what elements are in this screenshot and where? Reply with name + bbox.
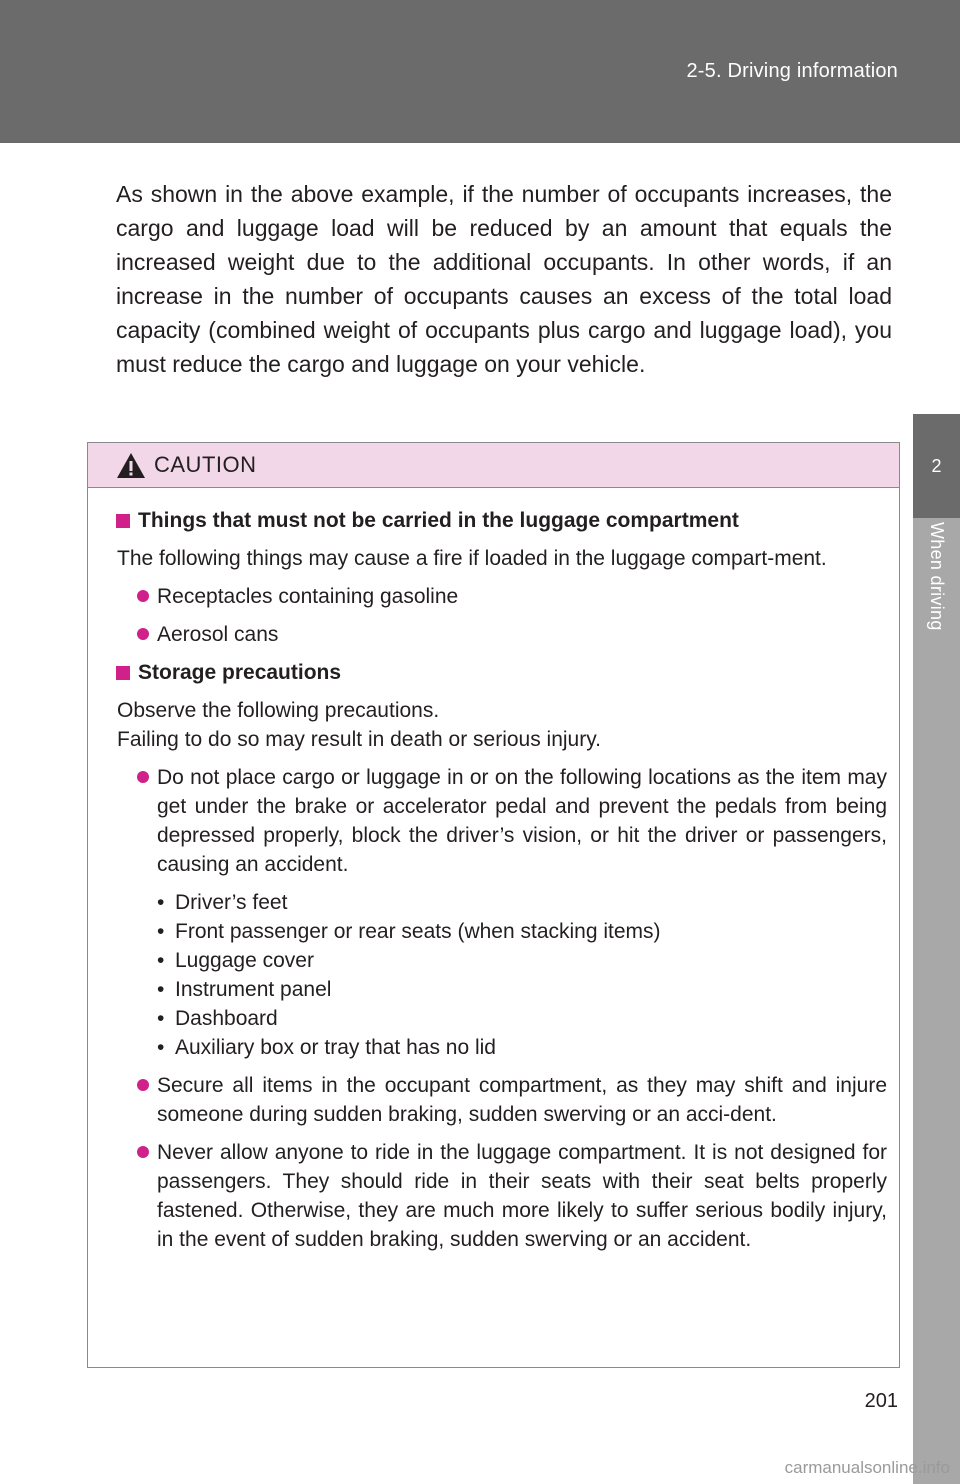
list-item — [116, 620, 887, 649]
location-item: • Dashboard — [157, 1004, 887, 1033]
location-item: • Driver’s feet — [157, 888, 887, 917]
list-item-text: Never allow anyone to ride in the luggage compartment. It is not designed for passengers. They should ride in their seats with their seat belts properly fastened. Otherwise, they are much more likely to suffer serious bodily injury, in the event of sudden braking, sudden swerving or an accident. — [157, 1141, 887, 1251]
round-bullet-icon — [137, 1146, 149, 1158]
list-item — [116, 763, 887, 879]
subheading-text: Things that must not be carried in the luggage compartment — [138, 509, 739, 532]
list-item-text: Secure all items in the occupant compartment, as they may shift and injure someone during sudden braking, sudden swerving or an acci-dent. — [157, 1074, 887, 1126]
caution-body — [88, 488, 899, 1254]
subheading-text: Storage precautions — [138, 661, 342, 684]
precautions-line-1: Observe the following precautions. — [117, 699, 440, 722]
location-item: • Front passenger or rear seats (when stacking items) — [157, 917, 887, 946]
round-bullet-icon — [137, 1079, 149, 1091]
side-tab-blank — [913, 143, 960, 414]
list-item — [116, 1071, 887, 1129]
location-text: Dashboard — [175, 1007, 278, 1030]
intro-paragraph: As shown in the above example, if the number of occupants increases, the cargo and luggage load will be reduced by an amount that equals the increased weight due to the additional occupants. In other words, if an increase in the number of occupants causes an excess of the total load capacity (combined weight of occupants plus cargo and luggage load), you must reduce the cargo and luggage on your vehicle. — [116, 181, 892, 377]
location-list — [116, 888, 887, 1062]
precautions-intro — [116, 696, 887, 754]
header-band — [0, 0, 960, 143]
list-item-text: Aerosol cans — [157, 623, 279, 646]
side-tab-label-text: When driving — [927, 522, 947, 631]
warning-triangle-icon — [116, 452, 146, 479]
subheading-luggage-items — [116, 506, 887, 535]
list-item — [116, 582, 887, 611]
round-bullet-icon — [137, 628, 149, 640]
list-item-text: Receptacles containing gasoline — [157, 585, 459, 608]
list-item — [116, 1138, 887, 1254]
location-item: • Luggage cover — [157, 946, 887, 975]
square-bullet-icon — [116, 666, 130, 680]
fire-warning-text: The following things may cause a fire if loaded in the luggage compart-ment. — [117, 547, 827, 570]
round-bullet-icon — [137, 590, 149, 602]
caution-title: CAUTION — [154, 452, 257, 477]
side-tab-label[interactable] — [913, 522, 960, 682]
caution-header — [88, 443, 899, 488]
precautions-line-2: Failing to do so may result in death or serious injury. — [117, 728, 602, 751]
square-bullet-icon — [116, 514, 130, 528]
section-title: 2-5. Driving information — [686, 60, 898, 82]
caution-box — [87, 442, 900, 1368]
location-text: Luggage cover — [175, 949, 314, 972]
location-item: • Auxiliary box or tray that has no lid — [157, 1033, 887, 1062]
list-item-text: Do not place cargo or luggage in or on the following locations as the item may get under the brake or accelerator pedal and prevent the pedals from being depressed properly, block the driver’s vision, or hit the driver or passengers, causing an accident. — [157, 766, 887, 876]
location-text: Driver’s feet — [175, 891, 288, 914]
location-item: • Instrument panel — [157, 975, 887, 1004]
location-text: Instrument panel — [175, 978, 332, 1001]
watermark: carmanualsonline.info — [784, 1458, 950, 1477]
round-bullet-icon — [137, 771, 149, 783]
location-text: Front passenger or rear seats (when stacking items) — [175, 920, 661, 943]
page-number: 201 — [864, 1390, 898, 1412]
side-tab-number[interactable]: 2 — [913, 414, 960, 518]
subheading-storage-precautions — [116, 658, 887, 687]
location-text: Auxiliary box or tray that has no lid — [175, 1036, 496, 1059]
